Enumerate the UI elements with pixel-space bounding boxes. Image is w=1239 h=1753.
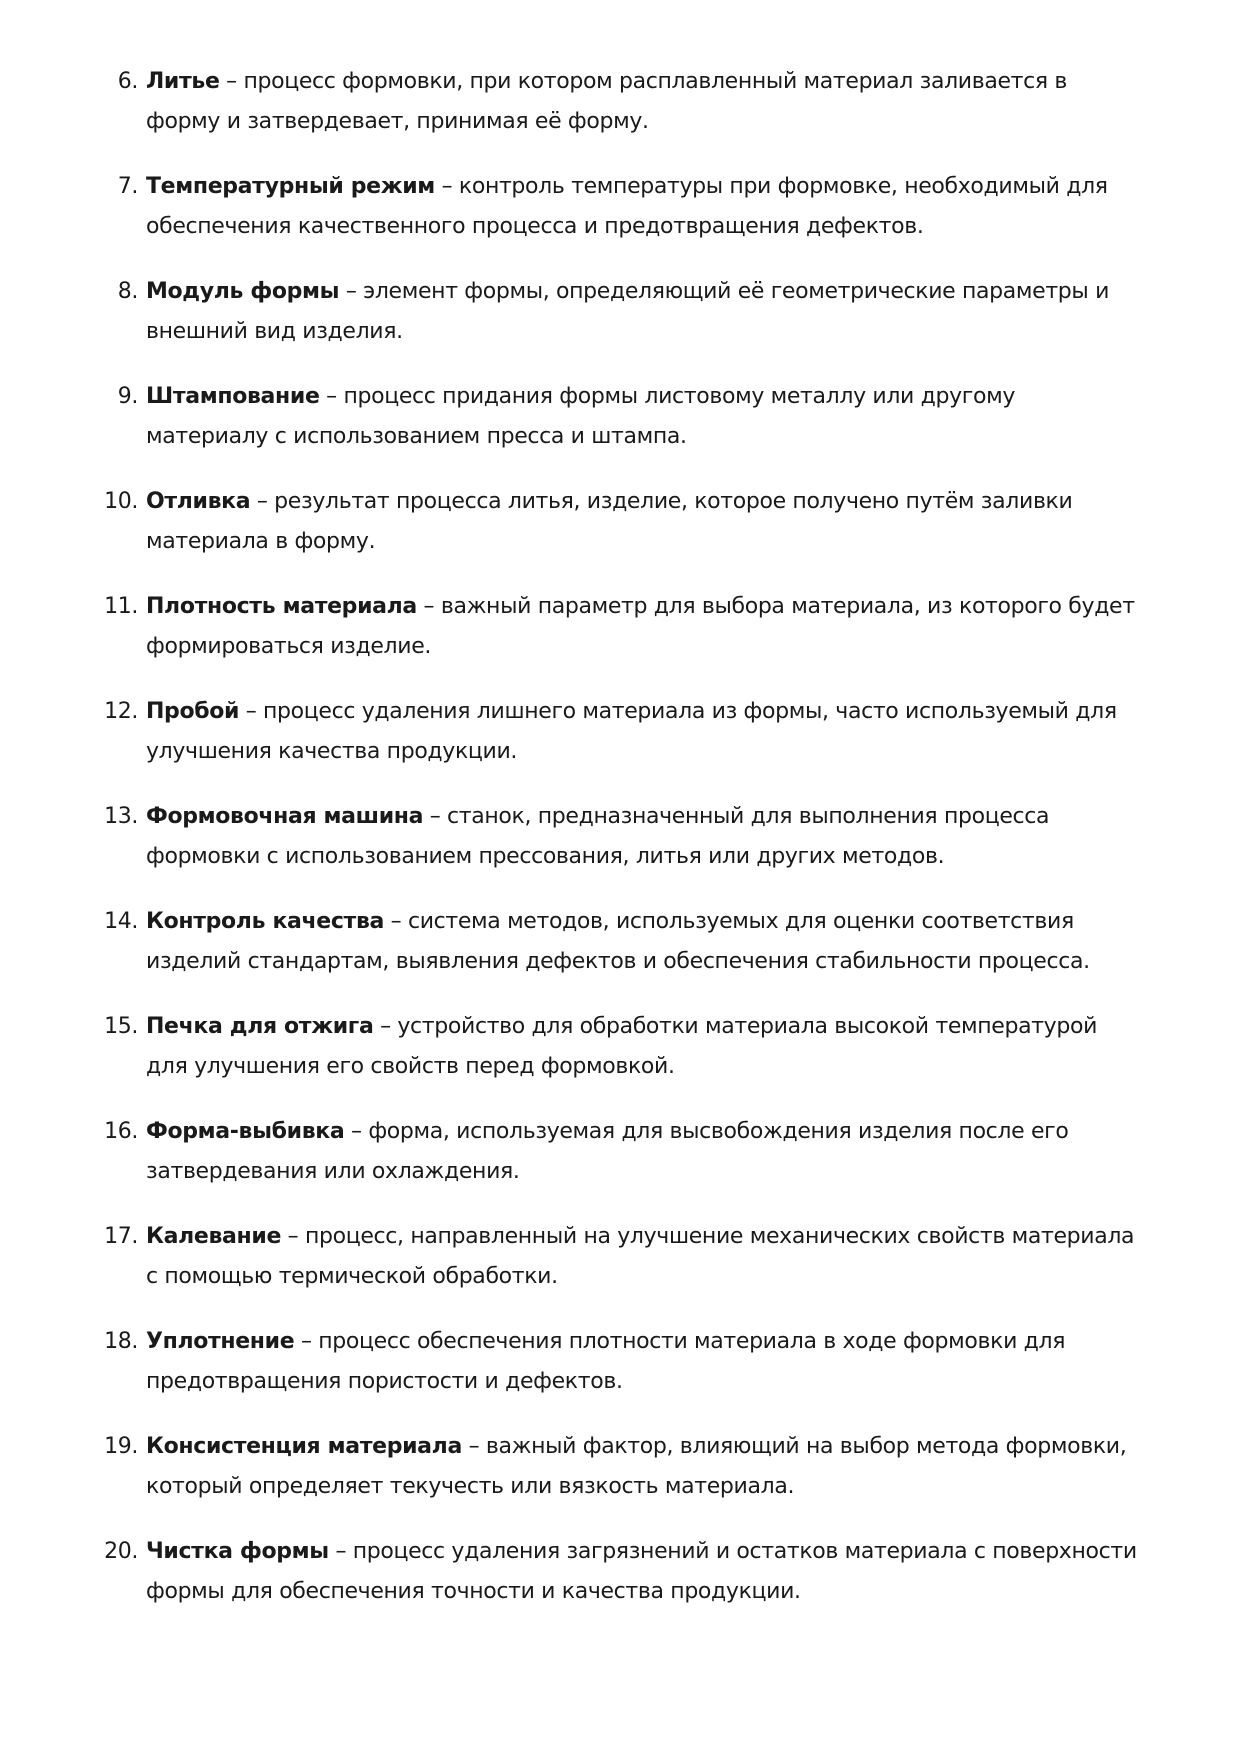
list-item: [0, 377, 1239, 457]
item-number: 10.: [104, 489, 138, 514]
item-number: 13.: [104, 804, 138, 829]
list-item: [0, 587, 1239, 667]
term-name: Калевание: [146, 1224, 282, 1249]
term-definition: – элемент формы, определяющий её геометрические параметры и внешний вид изделия.: [146, 279, 1110, 344]
item-number: 7.: [117, 174, 138, 199]
item-number: 20.: [104, 1539, 138, 1564]
list-item: [0, 902, 1239, 982]
list-item: [0, 167, 1239, 247]
list-item: [0, 1217, 1239, 1297]
list-item: [0, 62, 1239, 142]
term-definition: – устройство для обработки материала высокой температурой для улучшения его свойств перед формовкой.: [146, 1014, 1098, 1079]
term-name: Модуль формы: [146, 279, 340, 304]
term-name: Печка для отжига: [146, 1014, 374, 1039]
term-name: Температурный режим: [146, 174, 435, 199]
term-definition: – процесс удаления загрязнений и остатков материала с поверхности формы для обеспечения точности и качества продукции.: [146, 1539, 1137, 1604]
item-number: 12.: [104, 699, 138, 724]
item-number: 17.: [104, 1224, 138, 1249]
term-definition: – система методов, используемых для оценки соответствия изделий стандартам, выявления дефектов и обеспечения стабильности процесса.: [146, 909, 1090, 974]
item-number: 8.: [117, 279, 138, 304]
item-number: 9.: [117, 384, 138, 409]
list-item: [0, 482, 1239, 562]
list-item: [0, 272, 1239, 352]
item-number: 11.: [104, 594, 138, 619]
list-item: [0, 1532, 1239, 1612]
term-name: Литье: [146, 69, 220, 94]
item-number: 14.: [104, 909, 138, 934]
item-number: 18.: [104, 1329, 138, 1354]
term-name: Формовочная машина: [146, 804, 424, 829]
item-number: 19.: [104, 1434, 138, 1459]
item-number: 6.: [117, 69, 138, 94]
list-item: [0, 797, 1239, 877]
term-name: Пробой: [146, 699, 240, 724]
term-definition: – процесс придания формы листовому металлу или другому материалу с использованием пресса и штампа.: [146, 384, 1016, 449]
term-definition: – процесс обеспечения плотности материала в ходе формовки для предотвращения пористости и дефектов.: [146, 1329, 1066, 1394]
term-definition: – станок, предназначенный для выполнения процесса формовки с использованием прессования, литья или других методов.: [146, 804, 1050, 869]
term-definition: – контроль температуры при формовке, необходимый для обеспечения качественного процесса и предотвращения дефектов.: [146, 174, 1108, 239]
item-number: 16.: [104, 1119, 138, 1144]
glossary-list: [0, 62, 1239, 1637]
term-definition: – результат процесса литья, изделие, которое получено путём заливки материала в форму.: [146, 489, 1073, 554]
term-name: Плотность материала: [146, 594, 417, 619]
term-name: Уплотнение: [146, 1329, 295, 1354]
term-name: Контроль качества: [146, 909, 385, 934]
term-name: Штампование: [146, 384, 320, 409]
term-definition: – процесс формовки, при котором расплавленный материал заливается в форму и затвердевает, принимая её форму.: [146, 69, 1068, 134]
term-name: Чистка формы: [146, 1539, 329, 1564]
list-item: [0, 1112, 1239, 1192]
term-definition: – процесс, направленный на улучшение механических свойств материала с помощью термической обработки.: [146, 1224, 1135, 1289]
list-item: [0, 692, 1239, 772]
list-item: [0, 1427, 1239, 1507]
term-definition: – важный фактор, влияющий на выбор метода формовки, который определяет текучесть или вязкость материала.: [146, 1434, 1127, 1499]
list-item: [0, 1322, 1239, 1402]
item-number: 15.: [104, 1014, 138, 1039]
term-definition: – процесс удаления лишнего материала из формы, часто используемый для улучшения качества продукции.: [146, 699, 1117, 764]
term-definition: – форма, используемая для высвобождения изделия после его затвердевания или охлаждения.: [146, 1119, 1069, 1184]
term-name: Форма-выбивка: [146, 1119, 345, 1144]
term-name: Отливка: [146, 489, 251, 514]
term-definition: – важный параметр для выбора материала, из которого будет формироваться изделие.: [146, 594, 1135, 659]
term-name: Консистенция материала: [146, 1434, 462, 1459]
list-item: [0, 1007, 1239, 1087]
